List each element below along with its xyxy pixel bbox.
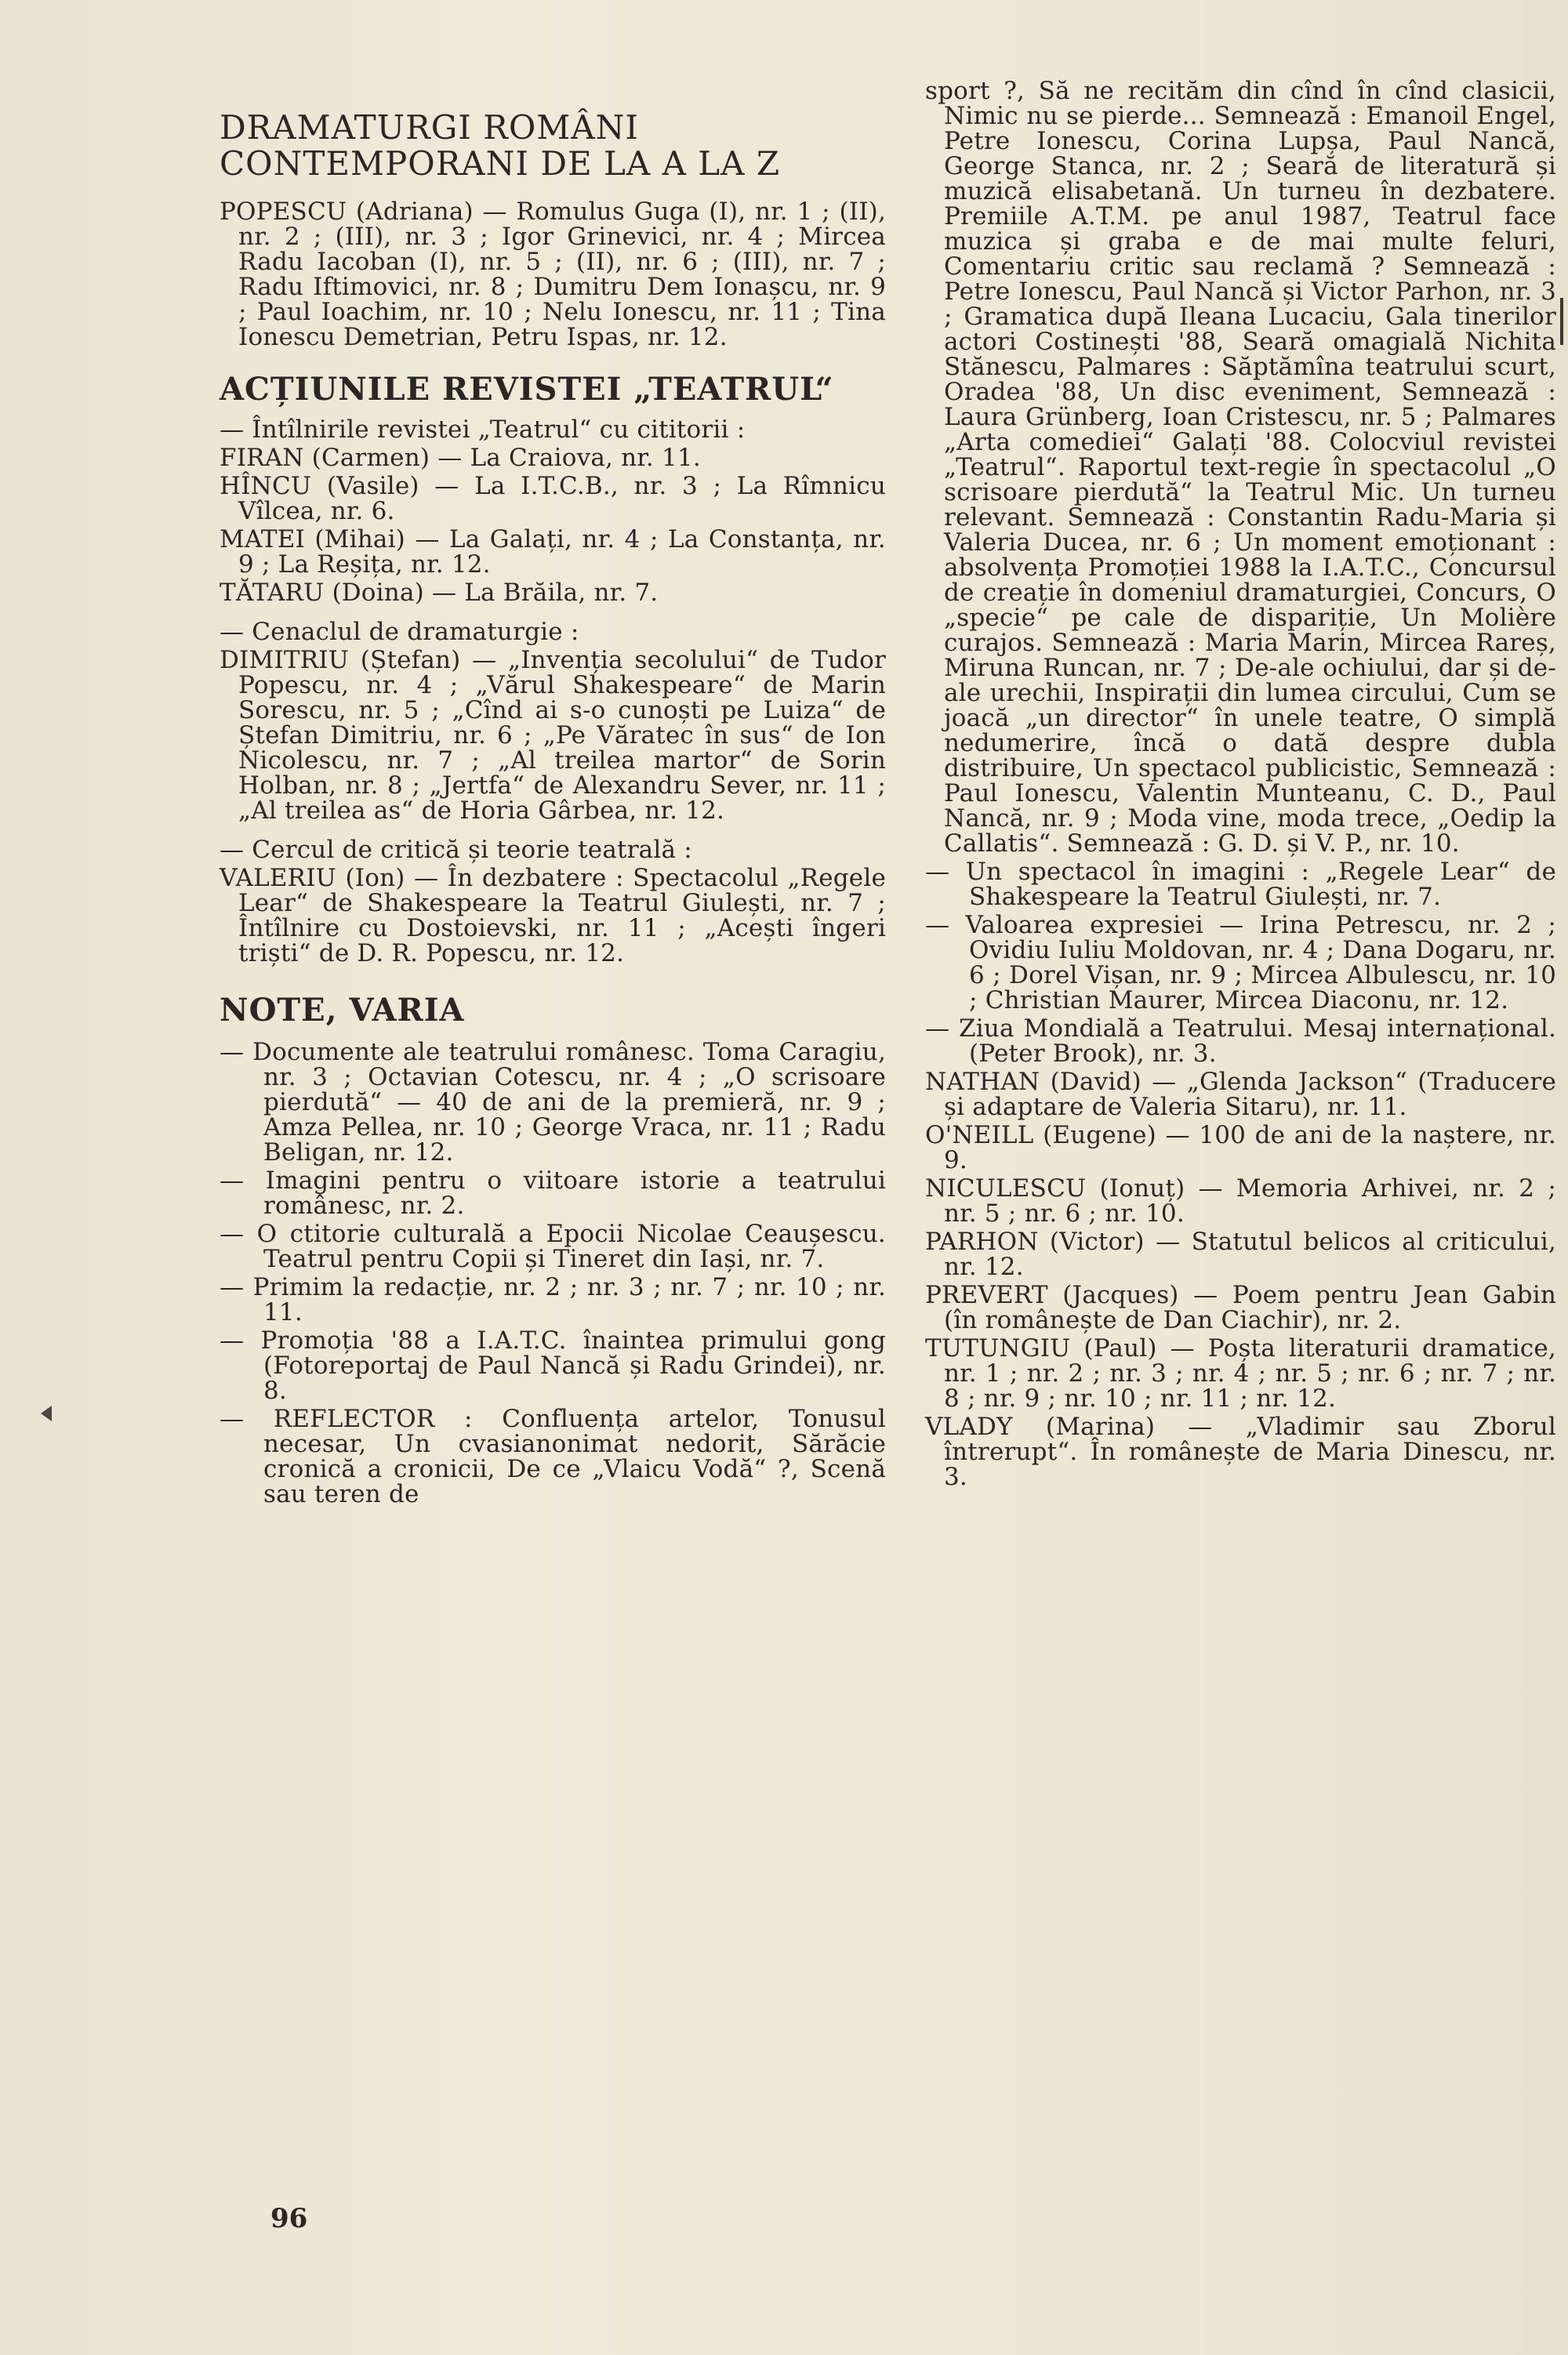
entry-oneill: O'NEILL (Eugene) — 100 de ani de la naștere, nr. 9. <box>925 1121 1556 1174</box>
entry-reflector: — REFLECTOR : Confluența artelor, Tonusul necesar, Un cvasianonimat nedorit, Sărăcie cronică a cronicii, De ce „Vlaicu Vodă“ ?, Scenă sau teren de <box>220 1405 886 1508</box>
entry-tutungiu: TUTUNGIU (Paul) — Poșta literaturii dramatice, nr. 1 ; nr. 2 ; nr. 3 ; nr. 4 ; nr. 5 ; nr. 6 ; nr. 7 ; nr. 8 ; nr. 9 ; nr. 10 ; nr. 11 ; nr. 12. <box>925 1334 1556 1413</box>
entry-primim: — Primim la redacție, nr. 2 ; nr. 3 ; nr. 7 ; nr. 10 ; nr. 11. <box>220 1273 886 1326</box>
entry-matei: MATEI (Mihai) — La Galați, nr. 4 ; La Constanța, nr. 9 ; La Reșița, nr. 12. <box>220 525 886 579</box>
subheading-intalnirile: — Întîlnirile revistei „Teatrul“ cu cititorii : <box>220 415 746 444</box>
entry-ctitorie: — O ctitorie culturală a Epocii Nicolae Ceaușescu. Teatrul pentru Copii și Tineret din Iași, nr. 7. <box>220 1220 886 1273</box>
entry-documente: — Documente ale teatrului românesc. Toma Caragiu, nr. 3 ; Octavian Cotescu, nr. 4 ; „O scrisoare pierdută“ — 40 de ani de la premieră, nr. 9 ; Amza Pellea, nr. 10 ; George Vraca, nr. 11 ; Radu Beligan, nr. 12. <box>220 1038 886 1167</box>
entry-hincu: HÎNCU (Vasile) — La I.T.C.B., nr. 3 ; La Rîmnicu Vîlcea, nr. 6. <box>220 472 886 525</box>
right-column <box>925 78 1556 1493</box>
entry-valeriu: VALERIU (Ion) — În dezbatere : Spectacolul „Regele Lear“ de Shakespeare la Teatrul Giulești, nr. 7 ; Întîlnire cu Dostoievski, nr. 11 ; „Acești îngeri triști“ de D. R. Popescu, nr. 12. <box>220 864 886 967</box>
entry-spectacol-imagini: — Un spectacol în imagini : „Regele Lear“ de Shakespeare la Teatrul Giulești, nr. 7. <box>925 858 1556 911</box>
subheading-cercul: — Cercul de critică și teorie teatrală : <box>220 836 692 864</box>
entry-valoarea-expresiei: — Valoarea expresiei — Irina Petrescu, nr. 2 ; Ovidiu Iuliu Moldovan, nr. 4 ; Dana Dogaru, nr. 6 ; Dorel Vișan, nr. 9 ; Mircea Albulescu, nr. 10 ; Christian Maurer, Mircea Diaconu, nr. 12. <box>925 911 1556 1014</box>
entry-promotia: — Promoția '88 a I.A.T.C. înaintea primului gong (Fotoreportaj de Paul Nancă și Radu Grindei), nr. 8. <box>220 1326 886 1405</box>
page-number: 96 <box>270 2203 308 2234</box>
entry-prevert: PREVERT (Jacques) — Poem pentru Jean Gabin (în românește de Dan Ciachir), nr. 2. <box>925 1281 1556 1334</box>
entry-vlady: VLADY (Marina) — „Vladimir sau Zborul întrerupt“. În românește de Maria Dinescu, nr. 3. <box>925 1413 1556 1491</box>
section-title-dramaturgi: DRAMATURGI ROMÂNI CONTEMPORANI DE LA A LA Z <box>220 108 781 183</box>
margin-arrow-icon <box>41 1406 52 1421</box>
entry-ziua-mondiala: — Ziua Mondială a Teatrului. Mesaj internațional. (Peter Brook), nr. 3. <box>925 1014 1556 1068</box>
entry-imagini: — Imagini pentru o viitoare istorie a teatrului românesc, nr. 2. <box>220 1167 886 1220</box>
edge-mark <box>1560 298 1563 345</box>
entry-parhon: PARHON (Victor) — Statutul belicos al criticului, nr. 12. <box>925 1228 1556 1281</box>
section-title-actiunile: ACȚIUNILE REVISTEI „TEATRUL“ <box>220 371 834 408</box>
entry-reflector-continued: sport ?, Să ne recităm din cînd în cînd clasicii, Nimic nu se pierde... Semnează : Emanoil Engel, Petre Ionescu, Corina Lupșa, Paul Nancă, George Stanca, nr. 2 ; Seară de literatură și muzică elisabetană. Un turneu în dezbatere. Premiile A.T.M. pe anul 1987, Teatrul face muzica și graba e de mai multe feluri, Comentariu critic sau reclamă ? Semnează : Petre Ionescu, Paul Nancă și Victor Parhon, nr. 3 ; Gramatica după Ileana Lucaciu, Gala tinerilor actori Costinești '88, Seară omagială Nichita Stănescu, Palmares : Săptămîna teatrului scurt, Oradea '88, Un disc eveniment, Semnează : Laura Grünberg, Ioan Cristescu, nr. 5 ; Palmares „Arta comediei“ Galați '88. Colocviul revistei „Teatrul“. Raportul text-regie în spectacolul „O scrisoare pierdută“ la Teatrul Mic. Un turneu relevant. Semnează : Constantin Radu-Maria și Valeria Ducea, nr. 6 ; Un moment emoționant : absolvența Promoției 1988 la I.A.T.C., Concursul de creație în domeniul dramaturgiei, Concurs, O „specie“ pe cale de dispariție, Un Molière curajos. Semnează : Maria Marin, Mircea Rareș, Miruna Runcan, nr. 7 ; De-ale ochiului, dar și de-ale urechii, Inspirații din lumea circului, Cum se joacă „un director“ în unele teatre, O simplă nedumerire, încă o dată despre dubla distribuire, Un spectacol publicistic, Semnează : Paul Ionescu, Valentin Munteanu, C. D., Paul Nancă, nr. 9 ; Moda vine, moda trece, „Oedip la Callatis“. Semnează : G. D. și V. P., nr. 10. <box>925 77 1556 858</box>
entry-tataru: TĂTARU (Doina) — La Brăila, nr. 7. <box>220 579 659 607</box>
subheading-cenaclul: — Cenaclul de dramaturgie : <box>220 618 579 646</box>
entry-nathan: NATHAN (David) — „Glenda Jackson“ (Traducere și adaptare de Valeria Sitaru), nr. 11. <box>925 1068 1556 1121</box>
entry-firan: FIRAN (Carmen) — La Craiova, nr. 11. <box>220 444 701 472</box>
entry-dimitriu: DIMITRIU (Ștefan) — „Invenția secolului“ de Tudor Popescu, nr. 4 ; „Vărul Shakespeare“ de Marin Sorescu, nr. 5 ; „Cînd ai s-o cunoști pe Luiza“ de Ștefan Dimitriu, nr. 6 ; „Pe Văratec în sus“ de Ion Nicolescu, nr. 7 ; „Al treilea martor“ de Sorin Holban, nr. 8 ; „Jertfa“ de Alexandru Sever, nr. 11 ; „Al treilea as“ de Horia Gârbea, nr. 12. <box>220 646 886 825</box>
section-title-note-varia: NOTE, VARIA <box>220 992 465 1029</box>
entry-popescu: POPESCU (Adriana) — Romulus Guga (I), nr. 1 ; (II), nr. 2 ; (III), nr. 3 ; Igor Grinevici, nr. 4 ; Mircea Radu Iacoban (I), nr. 5 ; (II), nr. 6 ; (III), nr. 7 ; Radu Iftimovici, nr. 8 ; Dumitru Dem Ionașcu, nr. 9 ; Paul Ioachim, nr. 10 ; Nelu Ionescu, nr. 11 ; Tina Ionescu Demetrian, Petru Ispas, nr. 12. <box>220 198 886 351</box>
entry-niculescu: NICULESCU (Ionuț) — Memoria Arhivei, nr. 2 ; nr. 5 ; nr. 6 ; nr. 10. <box>925 1174 1556 1228</box>
left-column <box>220 110 886 1510</box>
